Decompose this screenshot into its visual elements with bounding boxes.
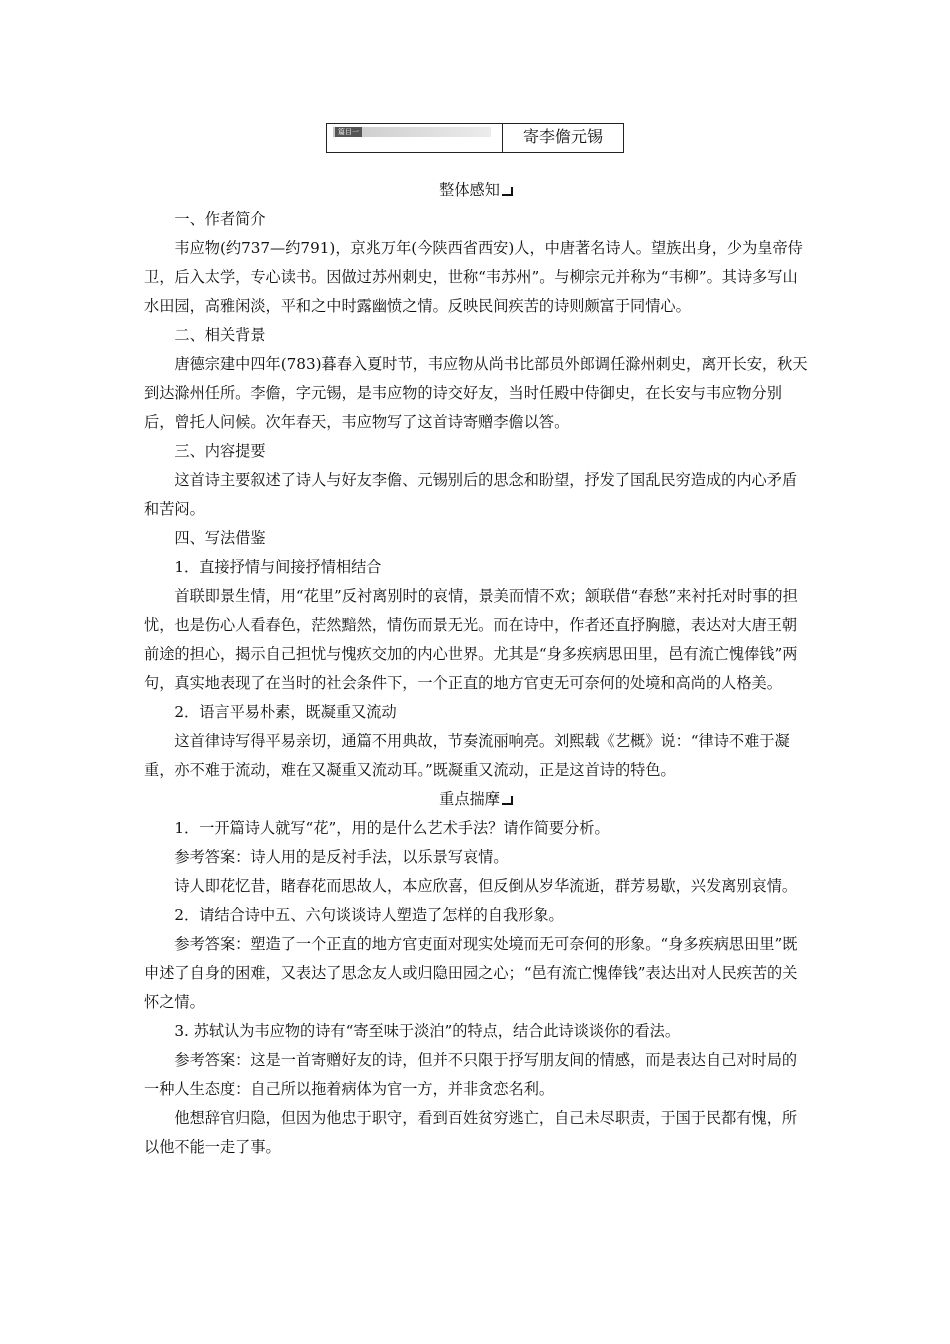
section-heading-text: 整体感知 bbox=[439, 181, 500, 199]
answer-3-detail: 他想辞官归隐，但因为他忠于职守，看到百姓贫穷逃亡，自己未尽职责，于国于民都有愧，所以他不能一走了事。 bbox=[144, 1109, 798, 1156]
technique-2-paragraph: 这首律诗写得平易亲切，通篇不用典故，节奏流丽响亮。刘熙载《艺概》说：“律诗不难于凝重，亦不难于流动，难在又凝重又流动耳。”既凝重又流动，正是这首诗的特色。 bbox=[144, 732, 790, 779]
corner-mark-icon bbox=[502, 796, 513, 805]
question-2: 2．请结合诗中五、六句谈谈诗人塑造了怎样的自我形象。 bbox=[174, 906, 564, 924]
question-1: 1．一开篇诗人就写“花”，用的是什么艺术手法？请作简要分析。 bbox=[174, 819, 610, 837]
technique-1-paragraph: 首联即景生情，用“花里”反衬离别时的哀情，景美而情不欢；颔联借“春愁”来衬托对时事的担忧，也是伤心人看春色，茫然黯然，情伤而景无光。而在诗中，作者还直抒胸臆，表达对大唐王朝前途的担心，揭示自己担忧与愧疚交加的内心世界。尤其是“身多疾病思田里，邑有流亡愧俸钱”两句，真实地表现了在当时的社会条件下，一个正直的地方官吏无可奈何的处境和高尚的人格美。 bbox=[144, 587, 798, 692]
title-label-cell bbox=[327, 124, 503, 152]
section-heading-text: 重点揣摩 bbox=[439, 790, 500, 808]
title-box bbox=[326, 123, 624, 153]
corner-mark-icon bbox=[502, 187, 513, 196]
author-paragraph: 韦应物(约737—约791)，京兆万年(今陕西省西安)人，中唐著名诗人。望族出身，少为皇帝侍卫，后入太学，专心读书。因做过苏州刺史，世称“韦苏州”。与柳宗元并称为“韦柳”。其诗多写山水田园，高雅闲淡，平和之中时露幽愤之情。反映民间疾苦的诗则颇富于同情心。 bbox=[144, 239, 803, 315]
author-heading: 一、作者简介 bbox=[174, 210, 266, 228]
content-heading: 三、内容提要 bbox=[174, 442, 266, 460]
answer-1-detail: 诗人即花忆昔，睹春花而思故人，本应欣喜，但反倒从岁华流逝，群芳易歇，兴发离别哀情。 bbox=[174, 877, 798, 895]
technique-heading: 四、写法借鉴 bbox=[174, 529, 266, 547]
background-heading: 二、相关背景 bbox=[174, 326, 266, 344]
technique-2-heading: 2．语言平易朴素，既凝重又流动 bbox=[174, 703, 397, 721]
section-heading-overview bbox=[144, 176, 808, 205]
section-tag-bar bbox=[333, 127, 491, 137]
answer-2: 参考答案：塑造了一个正直的地方官吏面对现实处境而无可奈何的形象。“身多疾病思田里”既申述了自身的困难，又表达了思念友人或归隐田园之心；“邑有流亡愧俸钱”表达出对人民疾苦的关怀之情。 bbox=[144, 935, 798, 1011]
technique-1-heading: 1．直接抒情与间接抒情相结合 bbox=[174, 558, 382, 576]
document-body bbox=[144, 176, 808, 1162]
question-3: 3. 苏轼认为韦应物的诗有“寄至味于淡泊”的特点，结合此诗谈谈你的看法。 bbox=[174, 1022, 681, 1040]
section-tag-label: 篇目一 bbox=[335, 127, 362, 137]
background-paragraph: 唐德宗建中四年(783)暮春入夏时节，韦应物从尚书比部员外郎调任滁州刺史，离开长安，秋天到达滁州任所。李儋，字元锡，是韦应物的诗交好友，当时任殿中侍御史，在长安与韦应物分别后，曾托人问候。次年春天，韦应物写了这首诗寄赠李儋以答。 bbox=[144, 355, 808, 431]
answer-1: 参考答案：诗人用的是反衬手法，以乐景写哀情。 bbox=[174, 848, 509, 866]
answer-3: 参考答案：这是一首寄赠好友的诗，但并不只限于抒写朋友间的情感，而是表达自己对时局的一种人生态度：自己所以拖着病体为官一方，并非贪恋名利。 bbox=[144, 1051, 798, 1098]
content-paragraph: 这首诗主要叙述了诗人与好友李儋、元锡别后的思念和盼望，抒发了国乱民穷造成的内心矛盾和苦闷。 bbox=[144, 471, 798, 518]
page-title: 寄李儋元锡 bbox=[522, 127, 603, 146]
section-heading-focus bbox=[144, 785, 808, 814]
